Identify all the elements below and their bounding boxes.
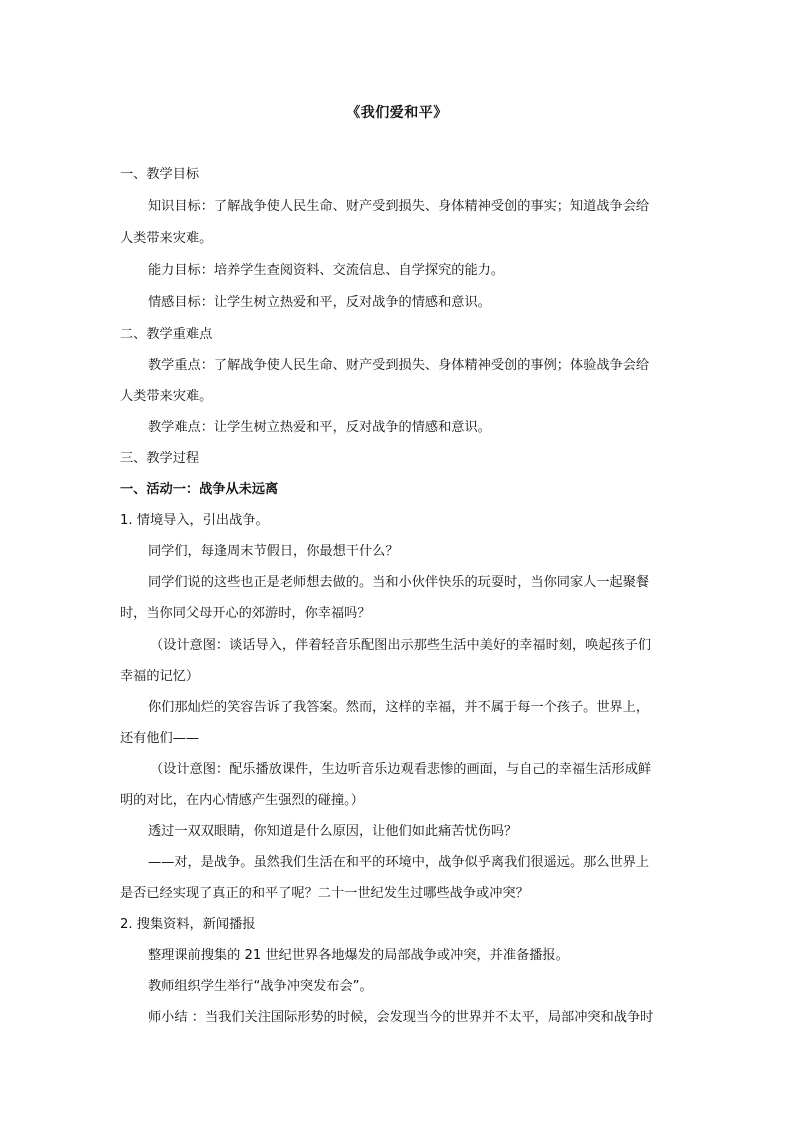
step-heading-2: 2. 搜集资料，新闻播报 xyxy=(120,917,256,932)
section-heading-key-points: 二、教学重难点 xyxy=(120,327,213,342)
design-intent-1: （设计意图：谈话导入，伴着轻音乐配图出示那些生活中美好的幸福时刻，唤起孩子们 xyxy=(150,638,652,653)
paragraph-happiness: 同学们说的这些也正是老师想去做的。当和小伙伴快乐的玩耍时，当你同家人一起聚餐 xyxy=(148,575,650,590)
paragraph-difficult-point: 教学难点：让学生树立热爱和平，反对战争的情感和意识。 xyxy=(148,420,491,435)
paragraph-happiness-cont: 时，当你同父母开心的郊游时，你幸福吗？ xyxy=(120,606,371,621)
paragraph-key-point: 教学重点：了解战争使人民生命、财产受到损失、身体精神受创的事例；体验战争会给 xyxy=(148,358,650,373)
paragraph-summary: 师小结 ：当我们关注国际形势的时候，会发现当今的世界并不太平，局部冲突和战争时 xyxy=(148,1010,654,1025)
design-intent-2: （设计意图：配乐播放课件，生边听音乐边观看悲惨的画面，与自己的幸福生活形成鲜 xyxy=(150,762,652,777)
paragraph-eyes: 透过一双双眼睛，你知道是什么原因，让他们如此痛苦忧伤吗？ xyxy=(148,824,518,839)
paragraph-war: ——对，是战争。虽然我们生活在和平的环境中，战争似乎离我们很遥远。那么世界上 xyxy=(148,855,650,870)
paragraph-emotion-goal: 情感目标：让学生树立热爱和平，反对战争的情感和意识。 xyxy=(148,295,491,310)
paragraph-knowledge-goal-cont: 人类带来灾难。 xyxy=(120,231,213,246)
paragraph-collect: 整理课前搜集的 21 世纪世界各地爆发的局部战争或冲突，并准备播报。 xyxy=(148,948,569,963)
paragraph-key-point-cont: 人类带来灾难。 xyxy=(120,389,213,404)
paragraph-press-conference: 教师组织学生举行“战争冲突发布会”。 xyxy=(148,979,373,994)
paragraph-answer: 你们那灿烂的笑容告诉了我答案。然而，这样的幸福，并不属于每一个孩子。世界上， xyxy=(148,700,650,715)
design-intent-1-cont: 幸福的记忆） xyxy=(120,669,200,684)
paragraph-ability-goal: 能力目标：培养学生查阅资料、交流信息、自学探究的能力。 xyxy=(148,263,505,278)
section-heading-process: 三、教学过程 xyxy=(120,451,200,466)
design-intent-2-cont: 明的对比，在内心情感产生强烈的碰撞。） xyxy=(120,793,364,808)
paragraph-war-cont: 是否已经实现了真正的和平了呢？二十一世纪发生过哪些战争或冲突？ xyxy=(120,886,529,901)
step-heading-1: 1. 情境导入，引出战争。 xyxy=(120,513,269,528)
section-heading-goals: 一、教学目标 xyxy=(120,167,200,182)
activity-heading: 一、活动一：战争从未远离 xyxy=(120,482,279,497)
document-title: 《我们爱和平》 xyxy=(346,105,448,121)
paragraph-question: 同学们，每逢周末节假日，你最想干什么？ xyxy=(148,544,399,559)
paragraph-answer-cont: 还有他们—— xyxy=(120,731,200,746)
paragraph-knowledge-goal: 知识目标：了解战争使人民生命、财产受到损失、身体精神受创的事实；知道战争会给 xyxy=(148,199,650,214)
